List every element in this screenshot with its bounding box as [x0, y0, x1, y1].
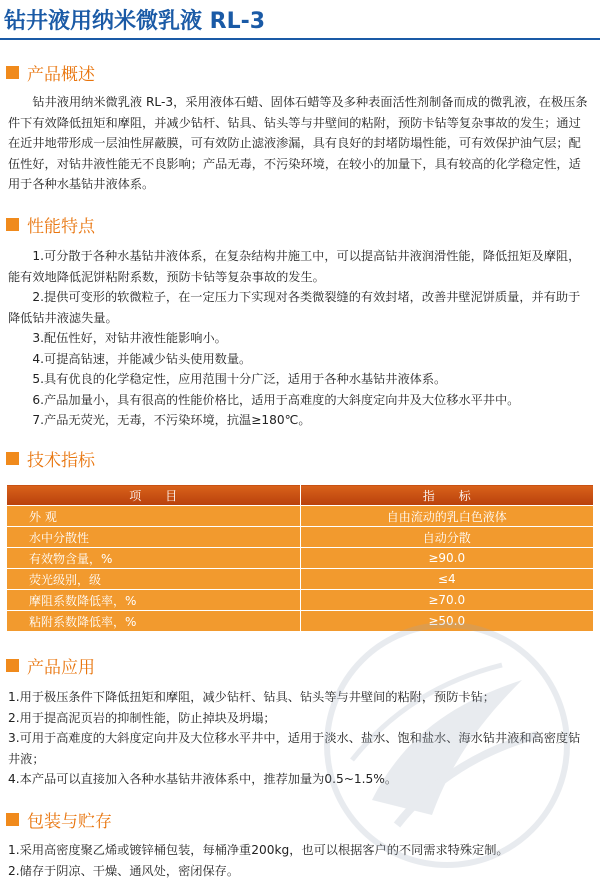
section-heading-label: 性能特点: [27, 216, 95, 237]
section-heading-features: [6, 211, 95, 237]
section-heading-label: 包装与贮存: [27, 811, 112, 832]
spec-value: ≥70.0: [300, 590, 594, 611]
page-title: 钻井液用纳米微乳液 RL-3: [4, 9, 266, 34]
spec-name: 水中分散性: [7, 527, 301, 548]
spec-value: ≥50.0: [300, 611, 594, 632]
list-item: 5.具有优良的化学稳定性，应用范围十分广泛，适用于各种水基钻井液体系。: [32, 372, 447, 386]
list-item: 4.可提高钻速，并能减少钻头使用数量。: [32, 351, 252, 366]
spec-name: 摩阻系数降低率，%: [7, 590, 301, 611]
spec-value: ≤4: [300, 569, 594, 590]
section-heading-packaging: [6, 806, 112, 832]
list-item: 2.用于提高泥页岩的抑制性能，防止掉块及坍塌；: [8, 710, 276, 725]
spec-name: 有效物含量，%: [7, 548, 301, 569]
spec-value: 自由流动的乳白色液体: [300, 506, 594, 527]
list-item: 4.本产品可以直接加入各种水基钻井液体系中，推荐加量为0.5~1.5%。: [8, 772, 398, 786]
list-item: 2.储存于阴凉、干燥、通风处，密闭保存。: [8, 863, 240, 878]
list-item: 6.产品加量小，具有很高的性能价格比，适用于高难度的大斜度定向井及大位移水平井中。: [32, 392, 520, 407]
orange-square-icon: [6, 452, 19, 465]
orange-square-icon: [6, 813, 19, 826]
table-row: [7, 569, 594, 590]
orange-square-icon: [6, 659, 19, 672]
section-heading-label: 产品概述: [27, 64, 95, 85]
table-header-row: [7, 485, 594, 506]
spec-value: 自动分散: [300, 527, 594, 548]
list-item: 2.提供可变形的软微粒子，在一定压力下实现对各类微裂缝的有效封堵，改善井壁泥饼质量，并有助于降低钻井液滤失量。: [8, 290, 581, 325]
table-header-item: 项 目: [7, 485, 301, 506]
table-row: [7, 611, 594, 632]
overview-text: [8, 92, 592, 195]
overview-paragraph: 钻井液用纳米微乳液 RL-3，采用液体石蜡、固体石蜡等及多种表面活性剂制备而成的微乳液，在极压条件下有效降低扭矩和摩阻，并减少钻杆、钻具、钻头等与井壁间的粘附，预防卡钻等复杂事故的发生；通过在近井地带形成一层油性屏蔽膜，可有效防止滤液渗漏，具有良好的封堵防塌性能，可有效保护油气层；配伍性好，对钻井液性能无不良影响；产品无毒，不污染环境，在较小的加量下，具有较高的化学稳定性，适用于各种水基钻井液体系。: [8, 95, 588, 191]
list-item: 1.用于极压条件下降低扭矩和摩阻，减少钻杆、钻具、钻头等与井壁间的粘附，预防卡钻；: [8, 690, 495, 704]
section-heading-label: 产品应用: [27, 657, 95, 678]
features-list: [8, 246, 592, 431]
section-heading-application: [6, 652, 95, 678]
table-row: [7, 590, 594, 611]
table-row: [7, 548, 594, 569]
section-heading-overview: [6, 59, 95, 85]
section-heading-specs: [6, 445, 95, 471]
title-divider: [0, 38, 600, 40]
spec-name: 外 观: [7, 506, 301, 527]
spec-name: 荧光级别，级: [7, 569, 301, 590]
spec-name: 粘附系数降低率，%: [7, 611, 301, 632]
spec-value: ≥90.0: [300, 548, 594, 569]
list-item: 1.采用高密度聚乙烯或镀锌桶包装，每桶净重200kg，也可以根据客户的不同需求特殊定制。: [8, 843, 509, 857]
packaging-list: [8, 840, 592, 881]
list-item: 7.产品无荧光，无毒，不污染环境，抗温≥180℃。: [32, 413, 311, 427]
list-item: 3.配伍性好，对钻井液性能影响小。: [32, 331, 227, 345]
spec-table: [6, 484, 594, 632]
orange-square-icon: [6, 218, 19, 231]
table-row: [7, 506, 594, 527]
section-heading-label: 技术指标: [27, 450, 95, 471]
application-list: [8, 687, 592, 790]
table-row: [7, 527, 594, 548]
list-item: 1.可分散于各种水基钻井液体系，在复杂结构井施工中，可以提高钻井液润滑性能，降低扭矩及摩阻，能有效地降低泥饼粘附系数，预防卡钻等复杂事故的发生。: [8, 249, 581, 284]
list-item: 3.可用于高难度的大斜度定向井及大位移水平井中，适用于淡水、盐水、饱和盐水、海水钻井液和高密度钻井液；: [8, 731, 581, 766]
table-header-index: 指 标: [300, 485, 594, 506]
orange-square-icon: [6, 66, 19, 79]
